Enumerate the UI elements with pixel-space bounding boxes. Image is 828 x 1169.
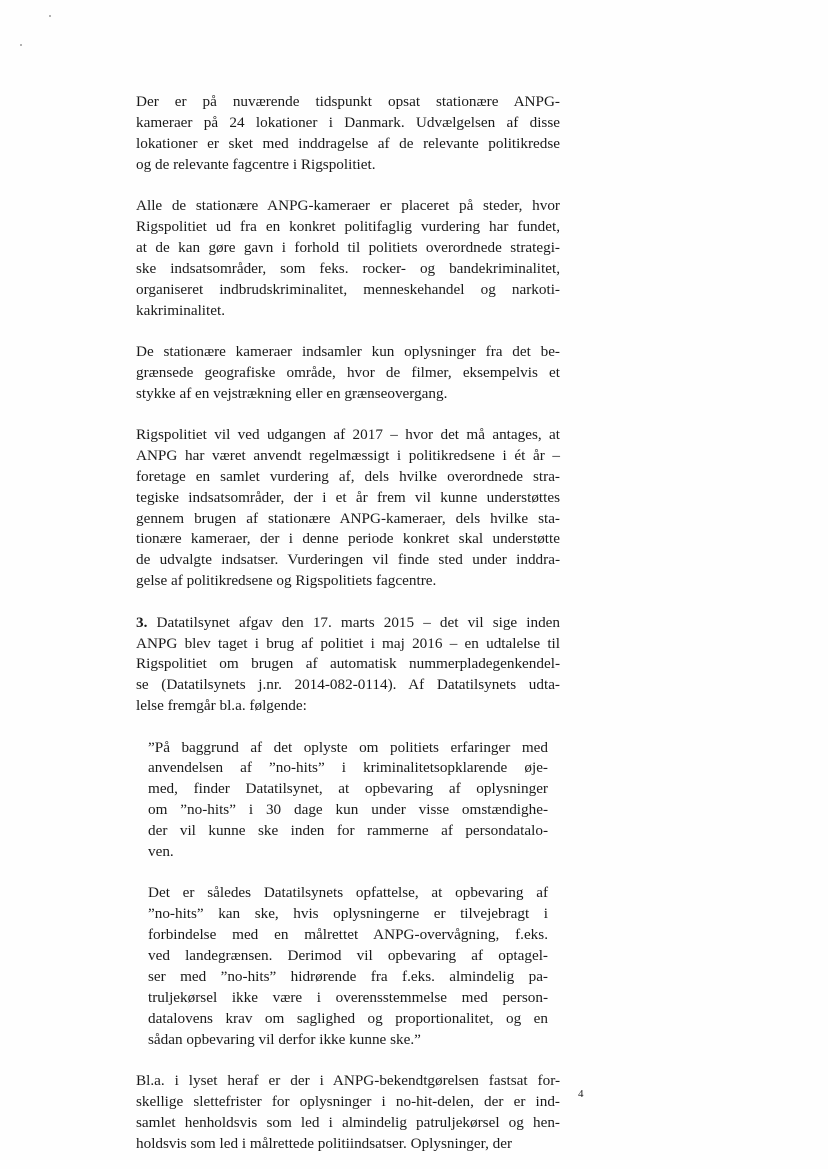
text-line: skellige slettefrister for oplysninger i no-hit-delen, der er ind- [136, 1092, 560, 1110]
text-line: samlet henholdsvis som led i almindelig patruljekørsel og hen- [136, 1113, 560, 1131]
text-line-content: Datatilsynet afgav den 17. marts 2015 – det vil sige inden [147, 613, 560, 631]
text-line: truljekørsel ikke være i overensstemmelse med person- [148, 988, 548, 1006]
text-line: tegiske indsatsområder, der i et år frem vil kunne understøttes [136, 488, 560, 506]
text-line: Rigspolitiet vil ved udgangen af 2017 – hvor det må antages, at [136, 425, 560, 443]
text-line: ske indsatsområder, som feks. rocker- og bandekriminalitet, [136, 259, 560, 277]
text-line: Der er på nuværende tidspunkt opsat stationære ANPG- [136, 93, 560, 110]
text-line: ANPG har været anvendt regelmæssigt i politikredsene i ét år – [136, 446, 560, 464]
text-line: Det er således Datatilsynets opfattelse, at opbevaring af [148, 884, 548, 902]
text-line: og de relevante fagcentre i Rigspolitiet. [136, 155, 376, 173]
text-line: Bl.a. i lyset heraf er der i ANPG-bekendtgørelsen fastsat for- [136, 1071, 560, 1089]
text-line: ven. [148, 843, 174, 861]
text-line: om ”no-hits” i 30 dage kun under visse omstændighe- [148, 801, 548, 819]
text-line: der vil kunne ske inden for rammerne af persondatalo- [148, 822, 548, 840]
text-line: stykke af en vejstrækning eller en grænseovergang. [136, 384, 448, 402]
text-line: med, finder Datatilsynet, at opbevaring af oplysninger [148, 780, 548, 798]
text-line: ved landegrænsen. Derimod vil opbevaring af optagel- [148, 947, 548, 965]
text-line: ”no-hits” kan ske, hvis oplysningerne er tilvejebragt i [148, 905, 548, 923]
text-line: organiseret indbrudskriminalitet, menneskehandel og narkoti- [136, 280, 560, 298]
text-line: ser med ”no-hits” hidrørende fra f.eks. almindelig pa- [148, 967, 548, 985]
text-line: lokationer er sket med inddragelse af de relevante politikredse [136, 134, 560, 152]
text-line: Alle de stationære ANPG-kameraer er placeret på steder, hvor [136, 197, 560, 215]
text-line: ANPG blev taget i brug af politiet i maj 2016 – en udtalelse til [136, 634, 560, 652]
text-line: gennem brugen af stationære ANPG-kameraer, dels hvilke sta- [136, 509, 560, 527]
text-line [136, 613, 560, 634]
text-line: Rigspolitiet ud fra en konkret politifaglig vurdering har fundet, [136, 217, 560, 235]
text-line: se (Datatilsynets j.nr. 2014-082-0114). Af Datatilsynets udta- [136, 676, 560, 694]
text-line: anvendelsen af ”no-hits” i kriminalitetsopklarende øje- [148, 759, 548, 777]
text-line: De stationære kameraer indsamler kun oplysninger fra det be- [136, 342, 560, 360]
paragraph-2017-evaluation [136, 425, 560, 592]
quote-no-hits-purpose [148, 883, 548, 1050]
text-line: kakriminalitet. [136, 301, 225, 319]
text-line: datalovens krav om saglighed og proportionalitet, og en [148, 1009, 548, 1027]
paragraph-datatilsynet-statement [136, 613, 560, 718]
text-line: de udvalgte indsatser. Vurderingen vil finde sted under inddra- [136, 551, 560, 569]
text-line: Rigspolitiet om brugen af automatisk nummerpladegenkendel- [136, 655, 560, 673]
scan-speck [20, 44, 22, 46]
quote-no-hits-retention [148, 738, 548, 863]
paragraph-data-collection-area [136, 342, 560, 405]
text-line: foretage en samlet vurdering af, dels hvilke overordnede stra- [136, 467, 560, 485]
text-line: tionære kameraer, der i denne periode konkret skal understøtte [136, 530, 560, 548]
section-number: 3. [136, 613, 148, 631]
paragraph-anpg-locations [136, 92, 560, 176]
text-line: sådan opbevaring vil derfor ikke kunne ske.” [148, 1030, 421, 1048]
paragraph-camera-placement [136, 196, 560, 321]
scan-speck [49, 15, 51, 17]
paragraph-deletion-deadlines [136, 1071, 560, 1155]
text-line: lelse fremgår bl.a. følgende: [136, 697, 307, 715]
text-line: gelse af politikredsene og Rigspolitiets fagcentre. [136, 572, 437, 590]
document-body [136, 92, 560, 1155]
text-line: forbindelse med en målrettet ANPG-overvågning, f.eks. [148, 926, 548, 944]
page-number: 4 [578, 1088, 584, 1100]
text-line: ”På baggrund af det oplyste om politiets erfaringer med [148, 738, 548, 756]
text-line: grænsede geografiske område, hvor de filmer, eksempelvis et [136, 363, 560, 381]
text-line: kameraer på 24 lokationer i Danmark. Udvælgelsen af disse [136, 113, 560, 131]
text-line: at de kan gøre gavn i forhold til politiets overordnede strategi- [136, 238, 560, 256]
text-line: holdsvis som led i målrettede politiindsatser. Oplysninger, der [136, 1134, 513, 1152]
